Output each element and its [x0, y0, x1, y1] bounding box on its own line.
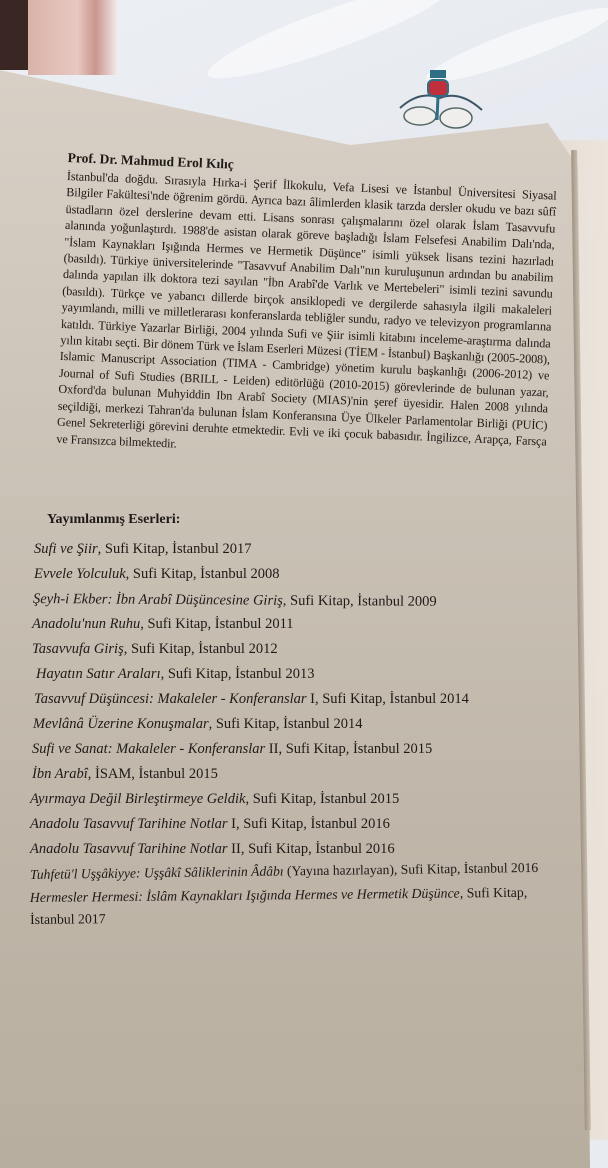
background-dark-object [0, 0, 30, 70]
page-content [40, 150, 560, 451]
work-item: Hermesler Hermesi: İslâm Kaynakları Işığında Hermes ve Hermetik Düşünce, Sufi Kitap, İstanbul 2017 [29, 884, 528, 927]
author-name: Prof. Dr. Mahmud Erol Kılıç [67, 150, 235, 172]
work-item: İbn Arabî, İSAM, İstanbul 2015 [32, 766, 218, 782]
work-item: Hayatın Satır Araları, Sufi Kitap, İstanbul 2013 [36, 666, 315, 682]
work-item: Tasavvufa Giriş, Sufi Kitap, İstanbul 2012 [32, 641, 278, 657]
work-item: Ayırmaya Değil Birleştirmeye Geldik, Sufi Kitap, İstanbul 2015 [30, 791, 400, 807]
work-item: Tasavvuf Düşüncesi: Makaleler - Konferanslar I, Sufi Kitap, İstanbul 2014 [34, 691, 469, 707]
work-item: Şeyh-i Ekber: İbn Arabî Düşüncesine Giriş, Sufi Kitap, İstanbul 2009 [32, 591, 437, 610]
work-item: Sufi ve Sanat: Makaleler - Konferanslar II, Sufi Kitap, İstanbul 2015 [32, 741, 433, 757]
work-item: Anadolu Tasavvuf Tarihine Notlar II, Sufi Kitap, İstanbul 2016 [30, 841, 395, 857]
work-item: Evvele Yolculuk, Sufi Kitap, İstanbul 2008 [34, 566, 280, 582]
works-heading: Yayımlanmış Eserleri: [47, 512, 181, 527]
bio-paragraph: İstanbul'da doğdu. Sırasıyla Hırka-i Şerif İlkokulu, Vefa Lisesi ve İstanbul Üniversitesi Siyasal Bilgiler Fakültesi'nde öğrenim gördü. Ayrıca bazı âlimlerden klasik tarzda dersler okudu ve bazı sûfî üstadların özel derslerine devam etti. Lisans sonrası çalışmalarını özel olarak İslam Tasavvufu alanında yoğunlaştırdı. 1988'de asistan olarak göreve başladığı İslam Felsefesi Anabilim Dalı'nda, "İslam Kaynakları Işığında Hermes ve Hermetik Düşünce" isimli yüksek lisans tezini hazırladı (basıldı). Türkiye üniversitelerinde "Tasavvuf Anabilim Dalı"nın kuruluşunun ardından bu anabilim dalında yapılan ilk doktora tezi sayılan "İbn Arabî'de Varlık ve Mertebeleri" isimli tezini savundu (basıldı). Türkçe ve yabancı dillerde birçok ansiklopedi ve dergilerde sahasıyla ilgili makaleleri yayımlandı, milli ve milletlerarası konferanslarda tebliğler sundu, radyo ve televizyon programlarına katıldı. Türkiye Yazarlar Birliği, 2004 yılında Sufi ve Şiir isimli kitabını inceleme-araştırma dalında yılın kitabı seçti. Bir dönem Türk ve İslam Eserleri Müzesi (TİEM - İstanbul) Başkanlığı (2005-2008), Islamic Manuscript Association (TIMA - Cambridge) yönetim kurulu başkanlığı (2006-2012) ve Journal of Sufi Studies (BRILL - Leiden) editörlüğü (2010-2015) görevlerinde de bulunan yazar, Oxford'da bulunan Muhyiddin Ibn Arabî Society (MIAS)'nin şeref üyesidir. Halen 2008 yılında seçildiği, merkezi Tahran'da bulunan İslam Konferansına Üye Ülkeler Parlamentolar Birliği (PUİC) Genel Sekreterliği görevini deruhte etmektedir. Evli ve iki çocuk babasıdır. İngilizce, Arapça, Farsça ve Fransızca bilmektedir. [56, 168, 557, 451]
work-item: Sufi ve Şiir, Sufi Kitap, İstanbul 2017 [34, 541, 252, 557]
work-item: Tuhfetü'l Uşşâkiyye: Uşşâkî Sâliklerinin Âdâbı (Yayına hazırlayan), Sufi Kitap, İstanbul 2016 [29, 859, 539, 882]
background-pink-fabric [28, 0, 118, 75]
author-bio [56, 150, 558, 466]
work-item: Mevlânâ Üzerine Konuşmalar, Sufi Kitap, İstanbul 2014 [33, 716, 363, 732]
works-list [30, 537, 560, 931]
work-item: Anadolu Tasavvuf Tarihine Notlar I, Sufi Kitap, İstanbul 2016 [30, 816, 390, 832]
work-item: Anadolu'nun Ruhu, Sufi Kitap, İstanbul 2011 [32, 616, 294, 632]
decorative-sticker-icon [390, 68, 490, 138]
